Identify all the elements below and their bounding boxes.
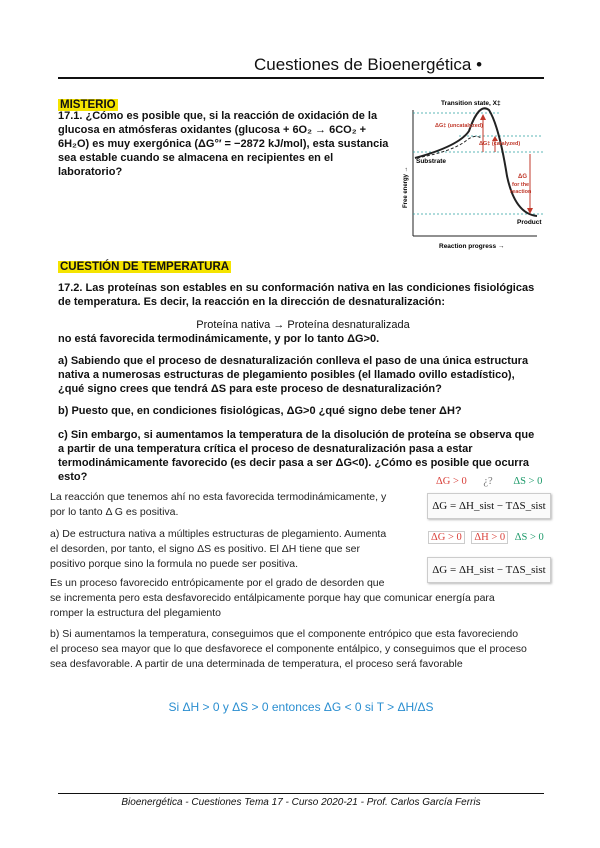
energy-diagram bbox=[399, 96, 547, 252]
page-header-title: Cuestiones de Bioenergética • bbox=[254, 55, 483, 74]
answer-b: Es un proceso favorecido entrópicamente por el grado de desorden que se incrementa pero esta desfavorecido entálpicamente porque hay que comunicar energía para romper la estructura del plegamiento bbox=[50, 577, 495, 619]
label-reaction: reaction bbox=[510, 189, 532, 195]
temperature-tag: CUESTIÓN DE TEMPERATURA bbox=[60, 261, 230, 273]
formula-box-2: ΔG = ΔH_sist − TΔS_sist bbox=[427, 557, 551, 583]
question-17-1: 17.1. ¿Cómo es posible que, si la reacción de oxidación de la glucosa en atmósferas oxidantes (glucosa + 6O₂ → 6CO₂ + 6H₂O) es muy exergónica (ΔG°′ = −2872 kJ/mol), esta sustancia sea estable cuando se almacena en recipientes en el laboratorio? bbox=[58, 110, 389, 178]
label-uncatalyzed: ΔG‡ (uncatalyzed) bbox=[435, 123, 483, 129]
answer-a: a) De estructura nativa a múltiples estructuras de plegamiento. Aumenta el desorden, por tanto, el signo ΔS es positivo. El ΔH tiene que ser positivo porque sino la formula no puede ser positiva. bbox=[50, 528, 387, 570]
label-substrate: Substrate bbox=[416, 158, 446, 165]
answer-intro: La reacción que tenemos ahí no esta favorecida termodinámicamente, y por lo tanto Δ G es positiva. bbox=[50, 491, 387, 518]
page-footer: Bioenergética - Cuestiones Tema 17 - Curso 2020-21 - Prof. Carlos García Ferris bbox=[121, 797, 481, 808]
label-y-axis: Free energy → bbox=[403, 166, 409, 208]
formula-box-1: ΔG = ΔH_sist − TΔS_sist bbox=[427, 493, 551, 519]
label-x-axis: Reaction progress → bbox=[439, 243, 505, 250]
formula-box-2-signs: ΔG > 0 ΔH > 0 ΔS > 0 bbox=[428, 532, 552, 543]
formula-box-1-signs: ΔG > 0 ¿? ΔS > 0 bbox=[436, 476, 543, 487]
question-a: a) Sabiendo que el proceso de desnaturalización conlleva el paso de una única estructura nativa a numerosas estructuras de plegamiento posibles (el llamado ovillo estadístico), ¿qué signo crees que tendrá ΔS para este proceso de desnaturalización? bbox=[58, 355, 529, 395]
label-transition-state: Transition state, X‡ bbox=[441, 100, 501, 107]
question-17-2-cont: no está favorecida termodinámicamente, y por lo tanto ΔG>0. bbox=[58, 333, 380, 345]
misterio-tag: MISTERIO bbox=[60, 99, 116, 111]
header-rule bbox=[58, 77, 544, 79]
label-catalyzed: ΔG‡ (catalyzed) bbox=[479, 141, 521, 147]
label-dg: ΔG bbox=[518, 174, 527, 180]
final-condition: Si ΔH > 0 y ΔS > 0 entonces ΔG < 0 si T > ΔH/ΔS bbox=[168, 700, 434, 714]
question-b: b) Puesto que, en condiciones fisiológicas, ΔG>0 ¿qué signo debe tener ΔH? bbox=[58, 405, 462, 417]
label-for-the: for the bbox=[512, 182, 530, 188]
answer-c: b) Si aumentamos la temperatura, conseguimos que el componente entrópico que esta favoreciendo el proceso sea mayor que lo que desfavorece el componente entálpico, y conseguimos que el proceso sea desfavorable. A partir de una determinada de temperatura, el proceso será favorable bbox=[50, 628, 527, 670]
footer-rule bbox=[58, 793, 544, 794]
label-product: Product bbox=[517, 219, 542, 226]
question-17-2: 17.2. Las proteínas son estables en su conformación nativa en las condiciones fisiológicas de temperatura. Es decir, la reacción en la dirección de desnaturalización: bbox=[58, 282, 535, 308]
denaturation-reaction: Proteína nativa → Proteína desnaturalizada bbox=[196, 319, 410, 331]
question-c: c) Sin embargo, si aumentamos la temperatura de la disolución de proteína se observa que a partir de una temperatura crítica el proceso de desnaturalización pasa a estar termodinámicamente favorecido (es decir pasa a ser ΔG<0). ¿Cómo es posible que ocurra esto? bbox=[58, 429, 535, 483]
